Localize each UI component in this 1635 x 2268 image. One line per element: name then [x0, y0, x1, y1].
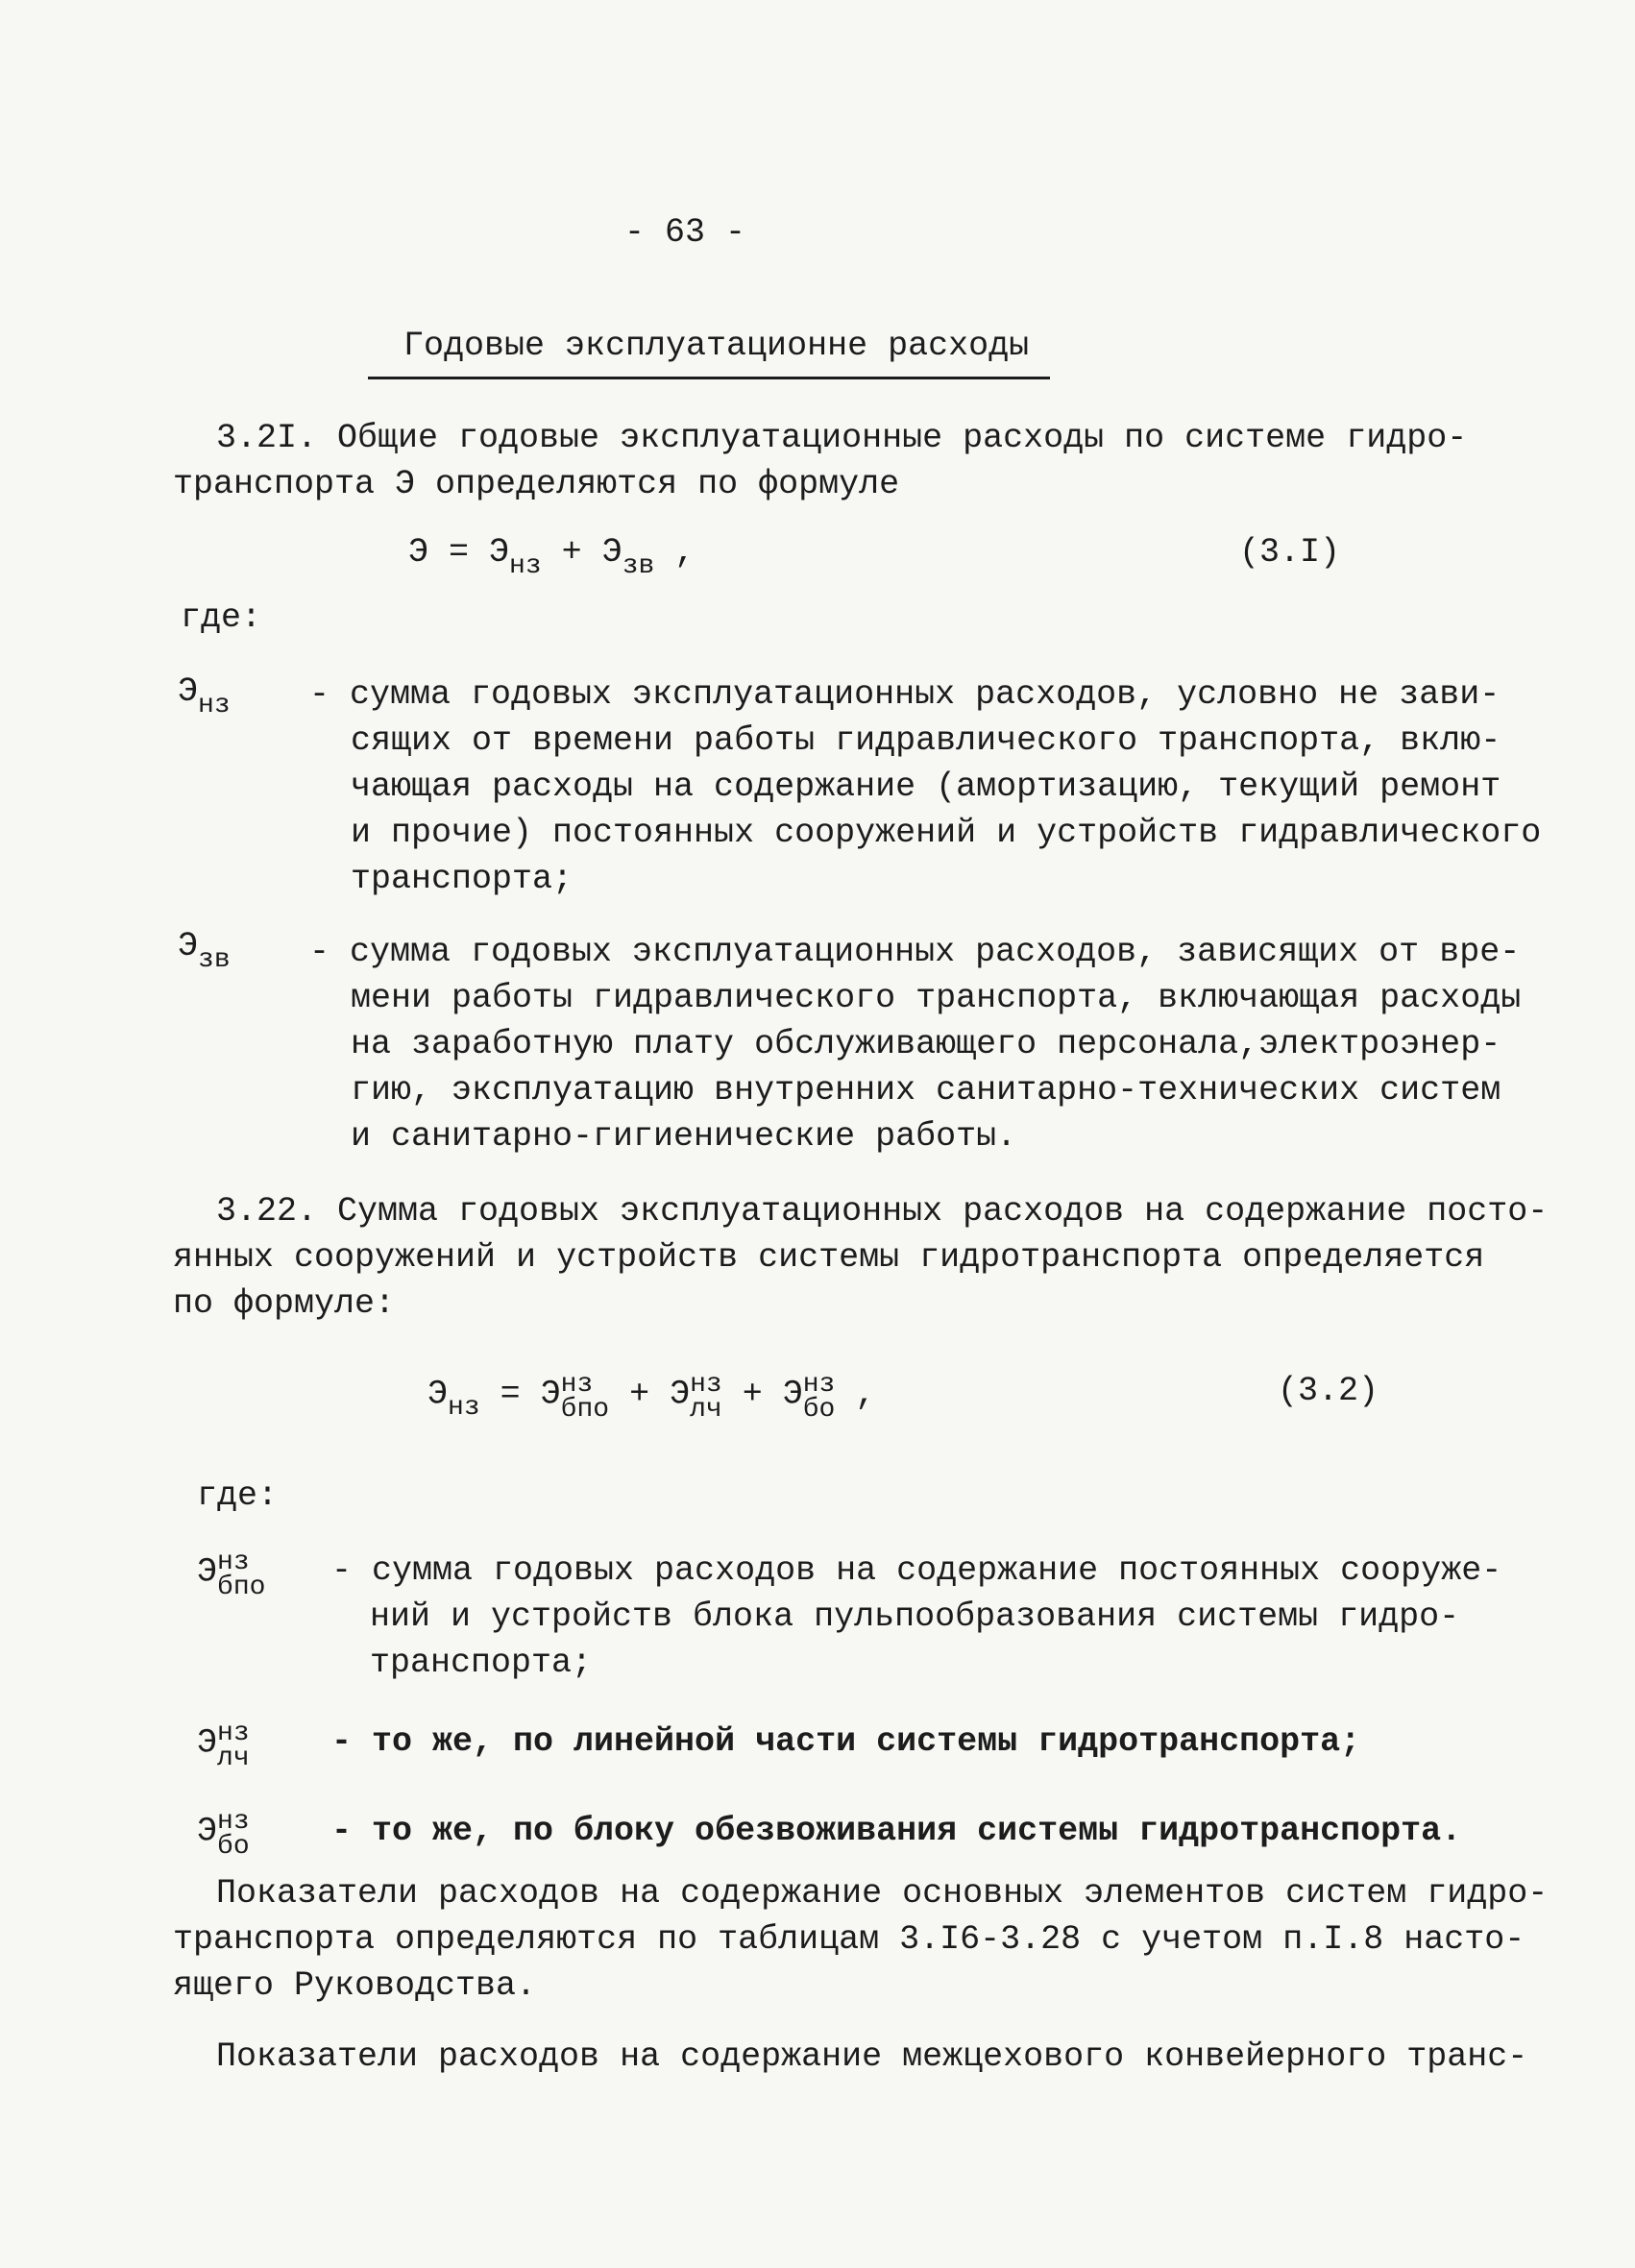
formula-3-2: $Э_{нз} = Э$ нз бпо + Э нз лч + Э нз бо , [427, 1370, 876, 1425]
tables-para-line: транспорта определяются по таблицам 3.I6-3.28 с учетом п.I.8 насто- [173, 1920, 1525, 1959]
symbol-e-bpo: Э нз бпо [197, 1548, 266, 1602]
def-nz-line: чающая расходы на содержание (амортизацию, текущий ремонт [351, 768, 1501, 806]
section-heading: Годовые эксплуатационне расходы [403, 327, 1030, 365]
page-number: - 63 - [624, 213, 746, 252]
def-bpo-line: - сумма годовых расходов на содержание постоянных сооруже- [331, 1551, 1502, 1590]
def-bo-line: - то же, по блоку обезвоживания системы гидротранспорта. [331, 1812, 1462, 1850]
def-nz-line: сящих от времени работы гидравлического транспорта, вклю- [351, 721, 1501, 760]
last-para-line: Показатели расходов на содержание межцехового конвейерного транс- [216, 2037, 1528, 2076]
def-zv-line: гию, эксплуатацию внутренних санитарно-технических систем [351, 1071, 1501, 1110]
def-bpo-line: транспорта; [370, 1644, 593, 1682]
formula-3-1-number: (3.I) [1239, 533, 1341, 572]
formula-3-1: $Э = Э_{нз} + Э_{зв}$ , [408, 533, 695, 581]
def-zv-line: мени работы гидравлического транспорта, включающая расходы [351, 979, 1522, 1017]
def-zv-line: на заработную плату обслуживающего персонала,электроэнер- [351, 1025, 1501, 1063]
tables-para-line: Показатели расходов на содержание основных элементов систем гидро- [216, 1874, 1549, 1913]
def-lch-line: - то же, по линейной части системы гидротранспорта; [331, 1722, 1361, 1761]
heading-underline [368, 377, 1050, 379]
symbol-e-lch: Э нз лч [197, 1719, 250, 1773]
def-bpo-line: ний и устройств блока пульпообразования системы гидро- [370, 1597, 1460, 1636]
formula-3-2-number: (3.2) [1278, 1372, 1379, 1410]
def-nz-line: и прочие) постоянных сооружений и устройств гидравлического [351, 814, 1542, 852]
def-nz-line: - сумма годовых эксплуатационных расходов, условно не зави- [309, 675, 1501, 714]
symbol-e-zv: $Э_{зв}$ [178, 927, 231, 975]
def-nz-line: транспорта; [351, 860, 573, 898]
def-zv-line: и санитарно-гигиенические работы. [351, 1117, 1017, 1156]
where-label-2: где: [197, 1476, 279, 1515]
def-zv-line: - сумма годовых эксплуатационных расходов, зависящих от вре- [309, 933, 1521, 971]
symbol-e-nz: $Э_{нз}$ [178, 672, 231, 720]
where-label-1: где: [181, 598, 262, 637]
symbol-e-bo: Э нз бо [197, 1807, 250, 1862]
tables-para-line: ящего Руководства. [173, 1966, 537, 2005]
p321-line2: транспорта Э определяются по формуле [173, 465, 900, 503]
p322-line: янных сооружений и устройств системы гидротранспорта определяется [173, 1238, 1485, 1277]
p322-line: 3.22. Сумма годовых эксплуатационных расходов на содержание посто- [216, 1192, 1549, 1231]
p321-line1: 3.2I. Общие годовые эксплуатационные расходы по системе гидро- [216, 419, 1468, 457]
p322-line: по формуле: [173, 1284, 396, 1323]
